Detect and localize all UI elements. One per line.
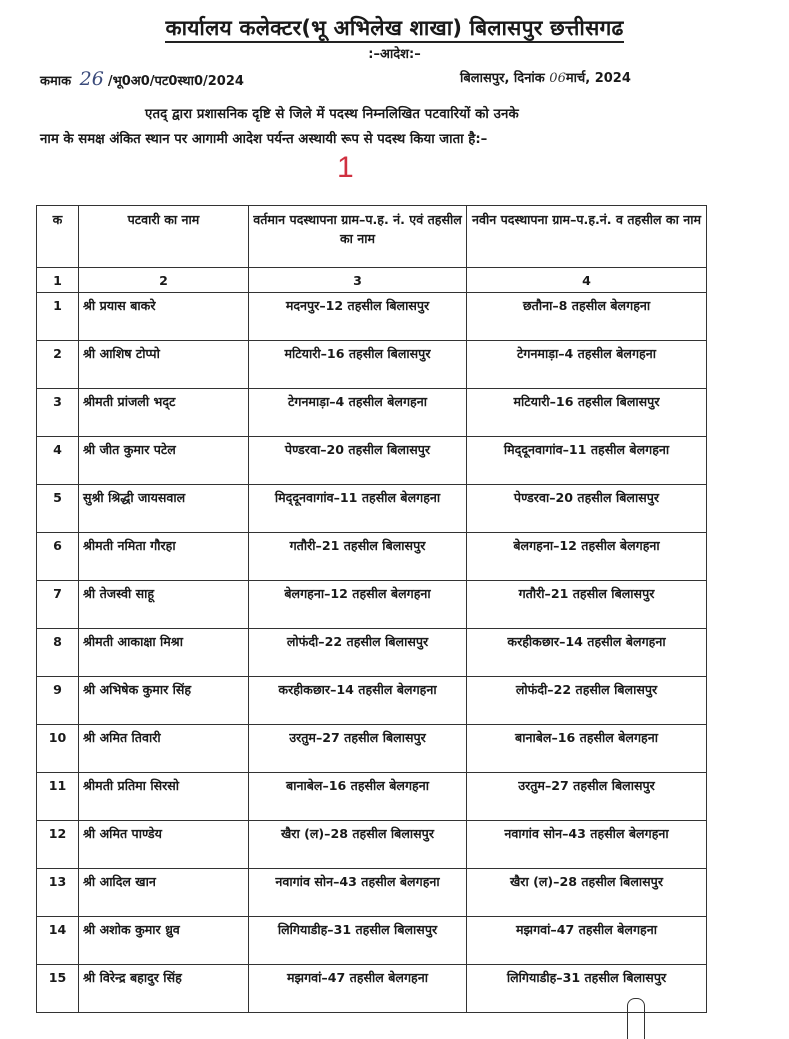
patwari-name-cell: श्री अमित पाण्डेय [79, 821, 249, 869]
serial-cell: 2 [37, 341, 79, 389]
table-row [37, 533, 707, 581]
table-row [37, 629, 707, 677]
patwari-name-cell: श्री अमित तिवारी [79, 725, 249, 773]
new-posting-cell: गतौरी–21 तहसील बिलासपुर [467, 581, 707, 629]
serial-cell: 14 [37, 917, 79, 965]
index-cell: 1 [37, 268, 79, 293]
current-posting-cell: उरतुम–27 तहसील बिलासपुर [249, 725, 467, 773]
new-posting-cell: लोफंदी–22 तहसील बिलासपुर [467, 677, 707, 725]
patwari-name-cell: श्री प्रयास बाकरे [79, 293, 249, 341]
patwari-name-cell: सुश्री श्रिद्धी जायसवाल [79, 485, 249, 533]
table-header-row [37, 206, 707, 268]
new-posting-cell: नवागांव सोन–43 तहसील बेलगहना [467, 821, 707, 869]
signature-fragment [627, 998, 645, 1039]
serial-cell: 4 [37, 437, 79, 485]
table-row [37, 341, 707, 389]
reference-number [40, 68, 244, 90]
current-posting-cell: नवागांव सोन–43 तहसील बेलगहना [249, 869, 467, 917]
table-row [37, 293, 707, 341]
order-paragraph-line-2: नाम के समक्ष अंकित स्थान पर आगामी आदेश पर्यन्त अस्थायी रूप से पदस्थ किया जाता है:– [40, 132, 488, 147]
index-cell: 4 [467, 268, 707, 293]
new-posting-cell: छतौना–8 तहसील बेलगहना [467, 293, 707, 341]
new-posting-cell: टेगनमाड़ा–4 तहसील बेलगहना [467, 341, 707, 389]
table-row [37, 773, 707, 821]
index-cell: 3 [249, 268, 467, 293]
office-title [0, 14, 789, 42]
index-cell: 2 [79, 268, 249, 293]
transfer-table [36, 205, 707, 1013]
patwari-name-cell: श्री विरेन्द्र बहादुर सिंह [79, 965, 249, 1013]
current-posting-cell: खैरा (ल)–28 तहसील बिलासपुर [249, 821, 467, 869]
new-posting-cell: करहीकछार–14 तहसील बेलगहना [467, 629, 707, 677]
new-posting-cell: लिगियाडीह–31 तहसील बिलासपुर [467, 965, 707, 1013]
current-posting-cell: मटियारी–16 तहसील बिलासपुर [249, 341, 467, 389]
serial-cell: 6 [37, 533, 79, 581]
serial-cell: 7 [37, 581, 79, 629]
patwari-name-cell: श्री आशिष टोप्पो [79, 341, 249, 389]
ref-number-handwritten: 26 [79, 68, 104, 90]
table-row [37, 677, 707, 725]
date-line [460, 68, 631, 86]
date-suffix: मार्च, 2024 [565, 71, 631, 86]
current-posting-cell: टेगनमाड़ा–4 तहसील बेलगहना [249, 389, 467, 437]
table-row [37, 821, 707, 869]
table-row [37, 437, 707, 485]
office-title-text: कार्यालय कलेक्टर(भू अभिलेख शाखा) बिलासपुर छत्तीसगढ [165, 16, 623, 43]
patwari-name-cell: श्रीमती आकाक्षा मिश्रा [79, 629, 249, 677]
table-row [37, 965, 707, 1013]
header-new-posting: नवीन पदस्थापना ग्राम–प.ह.नं. व तहसील का नाम [467, 206, 707, 268]
patwari-name-cell: श्री आदिल खान [79, 869, 249, 917]
red-annotation-mark: 1 [337, 151, 354, 184]
current-posting-cell: मझगवां–47 तहसील बेलगहना [249, 965, 467, 1013]
current-posting-cell: गतौरी–21 तहसील बिलासपुर [249, 533, 467, 581]
table-row [37, 581, 707, 629]
order-paragraph-line-1: एतद् द्वारा प्रशासनिक दृष्टि से जिले में पदस्थ निम्नलिखित पटवारियों को उनके [145, 107, 519, 122]
table-row [37, 389, 707, 437]
patwari-name-cell: श्री अभिषेक कुमार सिंह [79, 677, 249, 725]
header-serial: क [37, 206, 79, 268]
serial-cell: 9 [37, 677, 79, 725]
header-current-posting: वर्तमान पदस्थापना ग्राम–प.ह. नं. एवं तहसील का नाम [249, 206, 467, 268]
serial-cell: 12 [37, 821, 79, 869]
table-row [37, 917, 707, 965]
current-posting-cell: बानाबेल–16 तहसील बेलगहना [249, 773, 467, 821]
table-row [37, 869, 707, 917]
current-posting-cell: मिद्‌दूनवागांव–11 तहसील बेलगहना [249, 485, 467, 533]
table-row [37, 725, 707, 773]
patwari-name-cell: श्रीमती प्रांजली भद्‌ट [79, 389, 249, 437]
current-posting-cell: पेण्डरवा–20 तहसील बिलासपुर [249, 437, 467, 485]
new-posting-cell: मटियारी–16 तहसील बिलासपुर [467, 389, 707, 437]
ref-suffix: /भू0अ0/पट0स्था0/2024 [107, 74, 244, 89]
serial-cell: 10 [37, 725, 79, 773]
current-posting-cell: बेलगहना–12 तहसील बेलगहना [249, 581, 467, 629]
date-prefix: बिलासपुर, दिनांक [460, 71, 545, 86]
serial-cell: 8 [37, 629, 79, 677]
table-index-row [37, 268, 707, 293]
serial-cell: 3 [37, 389, 79, 437]
serial-cell: 13 [37, 869, 79, 917]
serial-cell: 1 [37, 293, 79, 341]
new-posting-cell: उरतुम–27 तहसील बिलासपुर [467, 773, 707, 821]
new-posting-cell: मझगवां–47 तहसील बेलगहना [467, 917, 707, 965]
new-posting-cell: पेण्डरवा–20 तहसील बिलासपुर [467, 485, 707, 533]
new-posting-cell: खैरा (ल)–28 तहसील बिलासपुर [467, 869, 707, 917]
new-posting-cell: बेलगहना–12 तहसील बेलगहना [467, 533, 707, 581]
serial-cell: 5 [37, 485, 79, 533]
current-posting-cell: लोफंदी–22 तहसील बिलासपुर [249, 629, 467, 677]
date-day-handwritten: 06 [549, 71, 566, 86]
patwari-name-cell: श्री तेजस्वी साहू [79, 581, 249, 629]
new-posting-cell: मिद्‌दूनवागांव–11 तहसील बेलगहना [467, 437, 707, 485]
header-patwari-name: पटवारी का नाम [79, 206, 249, 268]
serial-cell: 15 [37, 965, 79, 1013]
current-posting-cell: मदनपुर–12 तहसील बिलासपुर [249, 293, 467, 341]
new-posting-cell: बानाबेल–16 तहसील बेलगहना [467, 725, 707, 773]
patwari-name-cell: श्रीमती नमिता गौरहा [79, 533, 249, 581]
patwari-name-cell: श्रीमती प्रतिमा सिरसो [79, 773, 249, 821]
current-posting-cell: करहीकछार–14 तहसील बेलगहना [249, 677, 467, 725]
ref-prefix: कमाक [40, 74, 72, 89]
current-posting-cell: लिगियाडीह–31 तहसील बिलासपुर [249, 917, 467, 965]
patwari-name-cell: श्री जीत कुमार पटेल [79, 437, 249, 485]
patwari-name-cell: श्री अशोक कुमार ध्रुव [79, 917, 249, 965]
order-label: :–आदेश:– [368, 47, 421, 62]
serial-cell: 11 [37, 773, 79, 821]
table-row [37, 485, 707, 533]
